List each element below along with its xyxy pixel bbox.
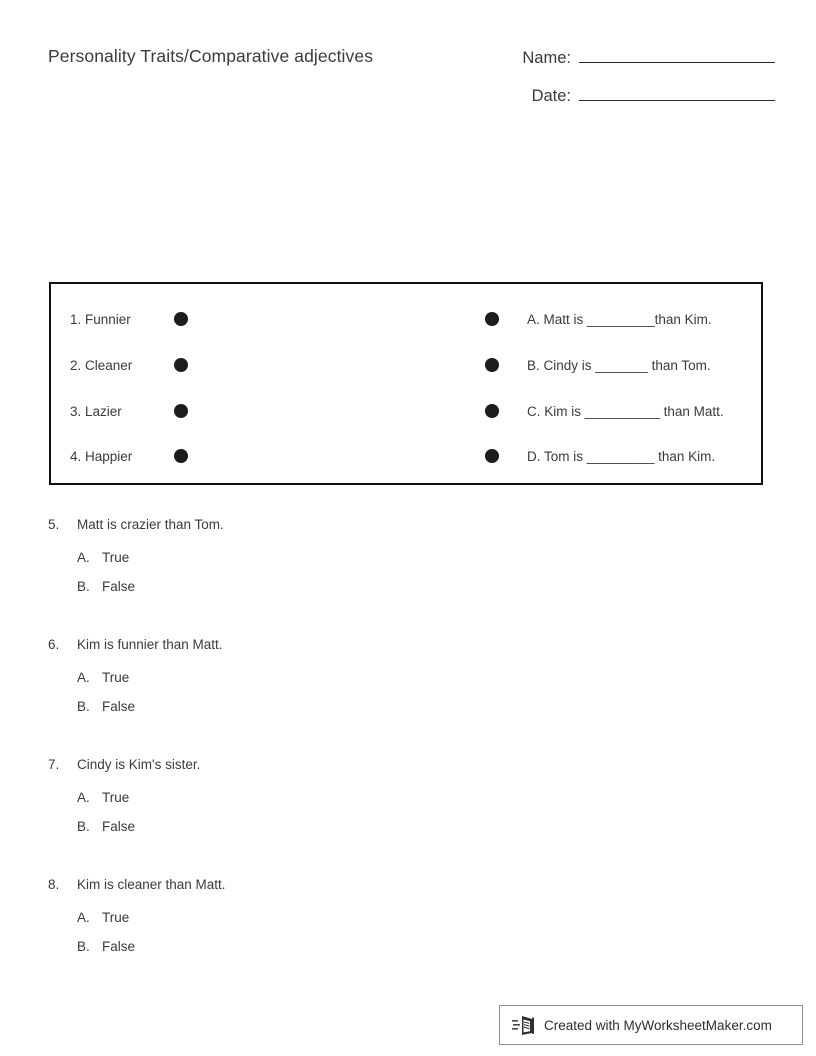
question-text: Kim is cleaner than Matt.	[77, 877, 226, 892]
matching-right-label: B. Cindy is _______ than Tom.	[527, 357, 711, 373]
worksheet-maker-logo-icon	[512, 1013, 538, 1037]
question-block-8	[48, 877, 548, 997]
matching-right-dot[interactable]	[485, 312, 499, 326]
matching-right-item-b[interactable]	[485, 342, 711, 388]
matching-left-dot[interactable]	[174, 358, 188, 372]
option-letter: B.	[77, 939, 90, 954]
matching-right-label: A. Matt is _________than Kim.	[527, 311, 712, 327]
question-number: 8.	[48, 877, 60, 892]
option-text: False	[102, 579, 136, 594]
matching-left-label: 3. Lazier	[70, 403, 122, 419]
option-a[interactable]	[77, 670, 548, 699]
page-title: Personality Traits/Comparative adjectives	[48, 46, 374, 66]
option-letter: A.	[77, 550, 90, 565]
option-text: True	[102, 670, 130, 685]
option-b[interactable]	[77, 579, 548, 608]
matching-left-item-4[interactable]	[70, 433, 188, 479]
date-input-line[interactable]	[579, 83, 775, 101]
matching-right-item-d[interactable]	[485, 433, 715, 479]
matching-left-item-1[interactable]	[70, 296, 188, 342]
question-text: Cindy is Kim's sister.	[77, 757, 201, 772]
matching-exercise-box	[49, 282, 763, 485]
matching-right-dot[interactable]	[485, 449, 499, 463]
questions-list	[48, 517, 548, 997]
option-text: False	[102, 819, 136, 834]
option-a[interactable]	[77, 910, 548, 939]
matching-left-item-2[interactable]	[70, 342, 188, 388]
option-a[interactable]	[77, 790, 548, 819]
option-text: True	[102, 910, 130, 925]
option-b[interactable]	[77, 819, 548, 848]
question-block-7	[48, 757, 548, 877]
option-letter: B.	[77, 699, 90, 714]
question-options	[77, 550, 548, 608]
matching-right-dot[interactable]	[485, 404, 499, 418]
matching-left-item-3[interactable]	[70, 388, 188, 434]
question-block-6	[48, 637, 548, 757]
option-b[interactable]	[77, 939, 548, 968]
matching-left-dot[interactable]	[174, 312, 188, 326]
matching-left-label: 1. Funnier	[70, 311, 131, 327]
option-letter: B.	[77, 819, 90, 834]
date-field-label: Date:	[531, 87, 571, 105]
option-letter: A.	[77, 790, 90, 805]
question-options	[77, 670, 548, 728]
matching-row	[51, 433, 761, 479]
footer-attribution-text: Created with MyWorksheetMaker.com	[544, 1017, 772, 1033]
question-text: Matt is crazier than Tom.	[77, 517, 224, 532]
matching-left-label: 2. Cleaner	[70, 357, 133, 373]
matching-left-dot[interactable]	[174, 449, 188, 463]
matching-row	[51, 388, 761, 434]
question-block-5	[48, 517, 548, 637]
matching-left-dot[interactable]	[174, 404, 188, 418]
matching-row	[51, 342, 761, 388]
question-heading	[48, 877, 548, 892]
matching-right-item-a[interactable]	[485, 296, 712, 342]
footer-attribution-badge[interactable]	[499, 1005, 803, 1045]
question-options	[77, 910, 548, 968]
option-letter: B.	[77, 579, 90, 594]
question-options	[77, 790, 548, 848]
question-number: 5.	[48, 517, 60, 532]
matching-row	[51, 296, 761, 342]
question-text: Kim is funnier than Matt.	[77, 637, 223, 652]
matching-right-dot[interactable]	[485, 358, 499, 372]
matching-left-label: 4. Happier	[70, 448, 133, 464]
option-text: False	[102, 939, 136, 954]
name-field-row	[505, 45, 775, 83]
option-a[interactable]	[77, 550, 548, 579]
question-heading	[48, 517, 548, 532]
option-text: True	[102, 790, 130, 805]
question-number: 7.	[48, 757, 60, 772]
question-number: 6.	[48, 637, 60, 652]
matching-right-label: D. Tom is _________ than Kim.	[527, 448, 716, 464]
name-field-label: Name:	[522, 49, 571, 67]
option-letter: A.	[77, 910, 90, 925]
option-text: False	[102, 699, 136, 714]
option-b[interactable]	[77, 699, 548, 728]
question-heading	[48, 757, 548, 772]
matching-right-label: C. Kim is __________ than Matt.	[527, 403, 724, 419]
option-text: True	[102, 550, 130, 565]
date-field-row	[505, 83, 775, 121]
name-date-block	[505, 45, 775, 121]
question-heading	[48, 637, 548, 652]
option-letter: A.	[77, 670, 90, 685]
matching-grid	[51, 284, 761, 483]
name-input-line[interactable]	[579, 45, 775, 63]
matching-right-item-c[interactable]	[485, 388, 724, 434]
